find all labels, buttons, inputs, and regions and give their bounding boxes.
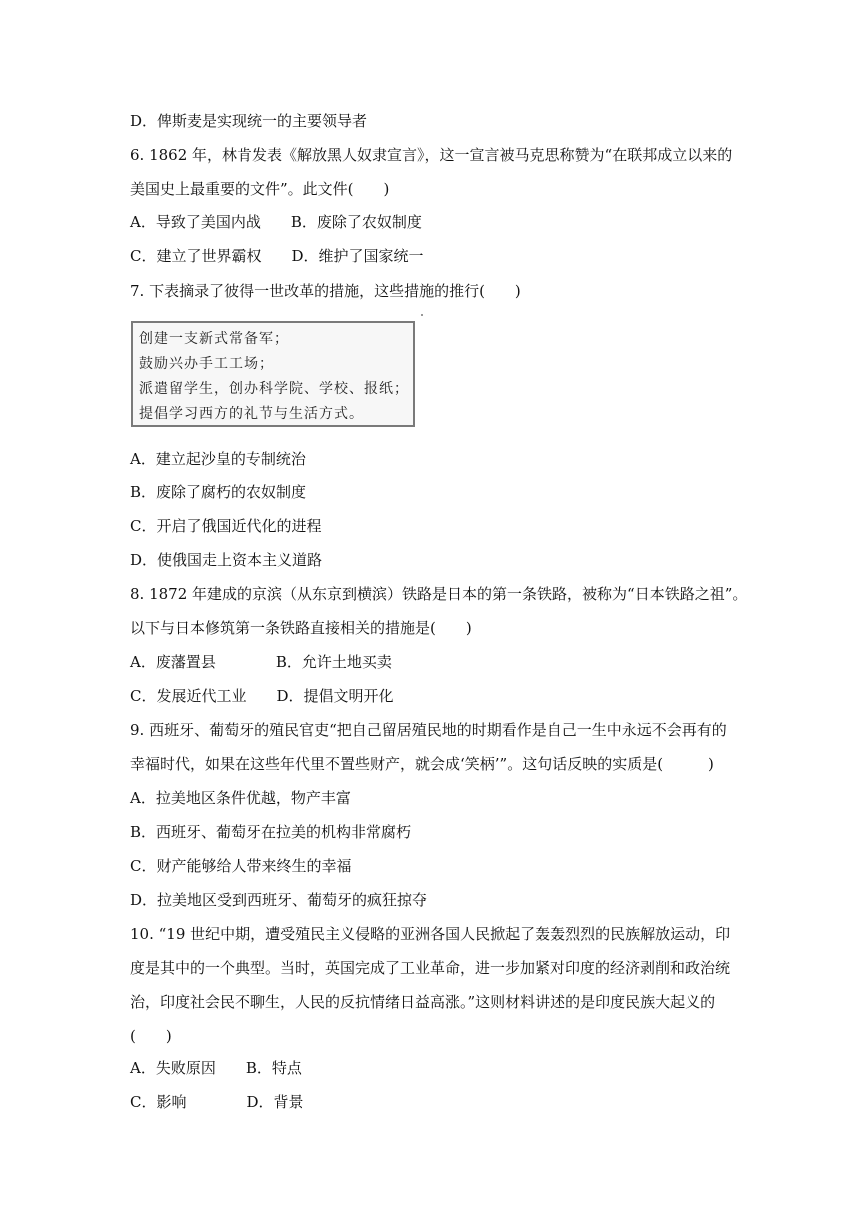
figure-row: 提倡学习西方的礼节与生活方式。 [139, 406, 364, 422]
question-6-line-2: 美国史上最重要的文件”。此文件( ) [130, 180, 390, 198]
q6-options-cd: C．建立了世界霸权 D．维护了国家统一 [130, 247, 424, 265]
q9-option-b: B．西班牙、葡萄牙在拉美的机构非常腐朽 [130, 823, 412, 841]
q8-options-cd: C．发展近代工业 D．提倡文明开化 [130, 687, 394, 705]
option-d-q5: D．俾斯麦是实现统一的主要领导者 [130, 112, 368, 130]
question-8-line-1: 8. 1872 年建成的京滨（从东京到横滨）铁路是日本的第一条铁路，被称为“日本铁路之祖”。 [130, 585, 748, 603]
q9-option-c: C．财产能够给人带来终生的幸福 [130, 857, 352, 875]
q10-options-cd: C．影响 D．背景 [130, 1093, 304, 1111]
figure-row: 派遣留学生，创办科学院、学校、报纸； [139, 381, 409, 397]
q8-options-ab: A．废藩置县 B．允许土地买卖 [130, 653, 392, 671]
question-6-line-1: 6. 1862 年，林肯发表《解放黑人奴隶宣言》，这一宣言被马克思称赞为“在联邦成立以来的 [130, 146, 733, 164]
q9-option-a: A．拉美地区条件优越，物产丰富 [130, 789, 351, 807]
question-8-line-2: 以下与日本修筑第一条铁路直接相关的措施是( ) [130, 619, 472, 637]
question-9-line-1: 9. 西班牙、葡萄牙的殖民官吏“把自己留居殖民地的时期看作是自己一生中永远不会再有的 [130, 721, 727, 739]
q9-option-d: D．拉美地区受到西班牙、葡萄牙的疯狂掠夺 [130, 891, 428, 909]
q10-options-ab: A．失败原因 B．特点 [130, 1059, 302, 1077]
reform-measures-figure [131, 321, 415, 427]
figure-row: 鼓励兴办手工工场； [139, 356, 274, 372]
question-10-line-3: 治，印度社会民不聊生，人民的反抗情绪日益高涨。”这则材料讲述的是印度民族大起义的 [130, 993, 716, 1011]
figure-row: 创建一支新式常备军； [139, 331, 289, 347]
q6-options-ab: A．导致了美国内战 B．废除了农奴制度 [130, 213, 422, 231]
question-10-line-2: 度是其中的一个典型。当时，英国完成了工业革命，进一步加紧对印度的经济剥削和政治统 [130, 959, 731, 977]
question-9-line-2: 幸福时代，如果在这些年代里不置些财产，就会成‘笑柄’”。这句话反映的实质是( ) [130, 755, 714, 773]
question-10-line-4: ( ) [130, 1027, 172, 1045]
question-7-stem: 7. 下表摘录了彼得一世改革的措施，这些措施的推行( ) [130, 282, 521, 300]
question-10-line-1: 10. “19 世纪中期，遭受殖民主义侵略的亚洲各国人民掀起了轰轰烈烈的民族解放运动，印 [130, 925, 731, 943]
q7-option-a: A．建立起沙皇的专制统治 [130, 450, 306, 468]
scan-dot [421, 314, 423, 316]
q7-option-c: C．开启了俄国近代化的进程 [130, 517, 322, 535]
q7-option-d: D．使俄国走上资本主义道路 [130, 551, 323, 569]
q7-option-b: B．废除了腐朽的农奴制度 [130, 483, 307, 501]
